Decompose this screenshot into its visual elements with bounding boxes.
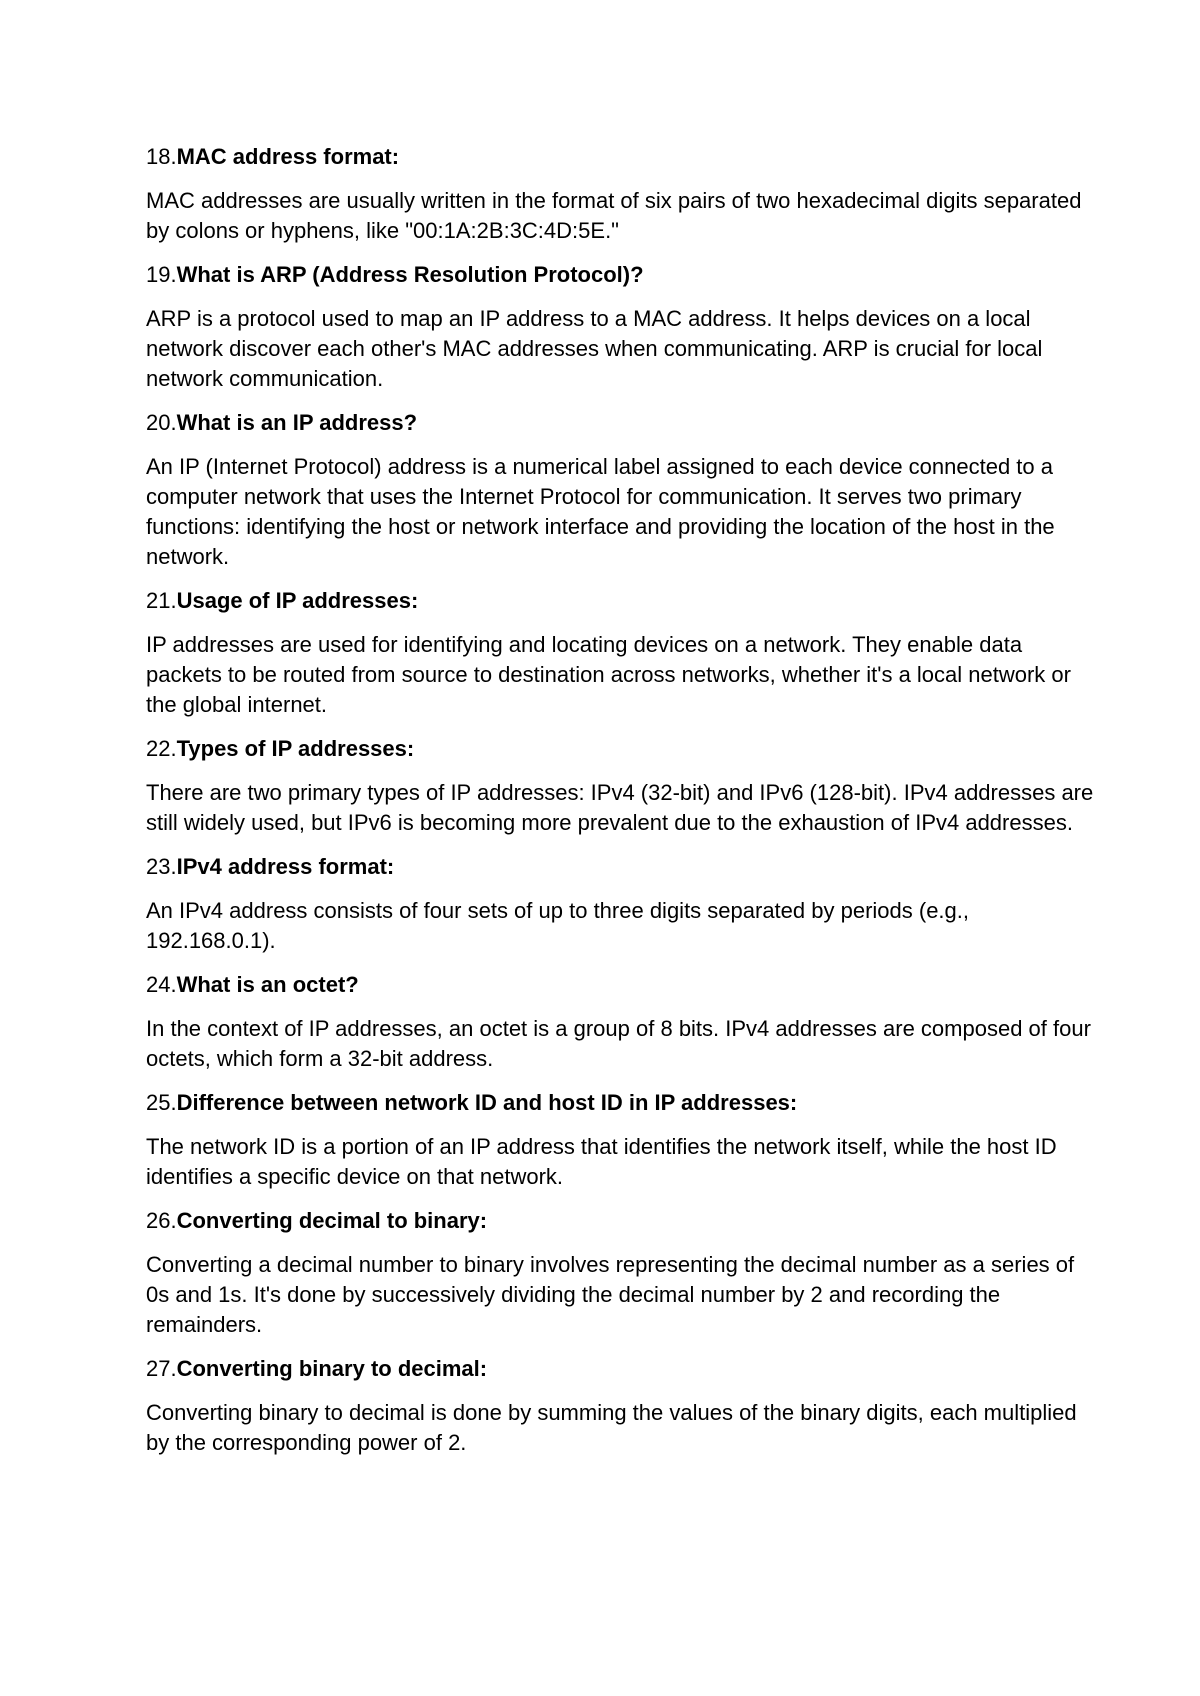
answer-text: An IPv4 address consists of four sets of up to three digits separated by periods (e.g., 192.168.0.1). — [146, 898, 970, 953]
question-number: 24. — [146, 972, 177, 997]
answer-text: Converting a decimal number to binary involves representing the decimal number as a series of 0s and 1s. It's done by successively dividing the decimal number by 2 and recording the remainders. — [146, 1252, 1075, 1337]
qa-item-18 — [146, 142, 1100, 246]
question-number: 25. — [146, 1090, 177, 1115]
question-title: IPv4 address format: — [176, 854, 395, 879]
question-title: What is an IP address? — [176, 410, 418, 435]
question-heading — [146, 970, 1100, 1000]
qa-item-26 — [146, 1206, 1100, 1340]
question-heading — [146, 734, 1100, 764]
question-title: Usage of IP addresses: — [176, 588, 419, 613]
question-title: Converting binary to decimal: — [176, 1356, 488, 1381]
qa-item-22 — [146, 734, 1100, 838]
answer-text: MAC addresses are usually written in the format of six pairs of two hexadecimal digits separated by colons or hyphens, like "00:1A:2B:3C:4D:5E." — [146, 188, 1082, 243]
question-title: What is an octet? — [176, 972, 359, 997]
qa-item-27 — [146, 1354, 1100, 1458]
question-heading — [146, 1088, 1100, 1118]
question-number: 27. — [146, 1356, 177, 1381]
qa-item-23 — [146, 852, 1100, 956]
answer-text: In the context of IP addresses, an octet is a group of 8 bits. IPv4 addresses are composed of four octets, which form a 32-bit address. — [146, 1016, 1091, 1071]
question-heading — [146, 260, 1100, 290]
question-number: 19. — [146, 262, 177, 287]
question-title: Difference between network ID and host ID in IP addresses: — [176, 1090, 798, 1115]
question-heading — [146, 1354, 1100, 1384]
question-number: 26. — [146, 1208, 177, 1233]
answer-text: Converting binary to decimal is done by summing the values of the binary digits, each multiplied by the corresponding power of 2. — [146, 1400, 1077, 1455]
question-title: MAC address format: — [176, 144, 400, 169]
question-heading — [146, 142, 1100, 172]
question-title: What is ARP (Address Resolution Protocol)? — [176, 262, 644, 287]
qa-item-20 — [146, 408, 1100, 572]
answer-text: IP addresses are used for identifying and locating devices on a network. They enable data packets to be routed from source to destination across networks, whether it's a local network or the global internet. — [146, 632, 1071, 717]
answer-text: ARP is a protocol used to map an IP address to a MAC address. It helps devices on a local network discover each other's MAC addresses when communicating. ARP is crucial for local network communication. — [146, 306, 1043, 391]
question-title: Converting decimal to binary: — [176, 1208, 488, 1233]
question-number: 21. — [146, 588, 177, 613]
question-heading — [146, 1206, 1100, 1236]
qa-item-19 — [146, 260, 1100, 394]
qa-item-24 — [146, 970, 1100, 1074]
answer-text: An IP (Internet Protocol) address is a numerical label assigned to each device connected to a computer network that uses the Internet Protocol for communication. It serves two primary functions: identifying the host or network interface and providing the location of the host in the network. — [146, 454, 1055, 569]
question-heading — [146, 586, 1100, 616]
answer-text: There are two primary types of IP addresses: IPv4 (32-bit) and IPv6 (128-bit). IPv4 addresses are still widely used, but IPv6 is becoming more prevalent due to the exhaustion of IPv4 addresses. — [146, 780, 1094, 835]
qa-item-21 — [146, 586, 1100, 720]
question-number: 20. — [146, 410, 177, 435]
question-number: 18. — [146, 144, 177, 169]
question-number: 22. — [146, 736, 177, 761]
question-number: 23. — [146, 854, 177, 879]
question-title: Types of IP addresses: — [176, 736, 415, 761]
question-heading — [146, 852, 1100, 882]
question-heading — [146, 408, 1100, 438]
answer-text: The network ID is a portion of an IP address that identifies the network itself, while the host ID identifies a specific device on that network. — [146, 1134, 1057, 1189]
qa-item-25 — [146, 1088, 1100, 1192]
